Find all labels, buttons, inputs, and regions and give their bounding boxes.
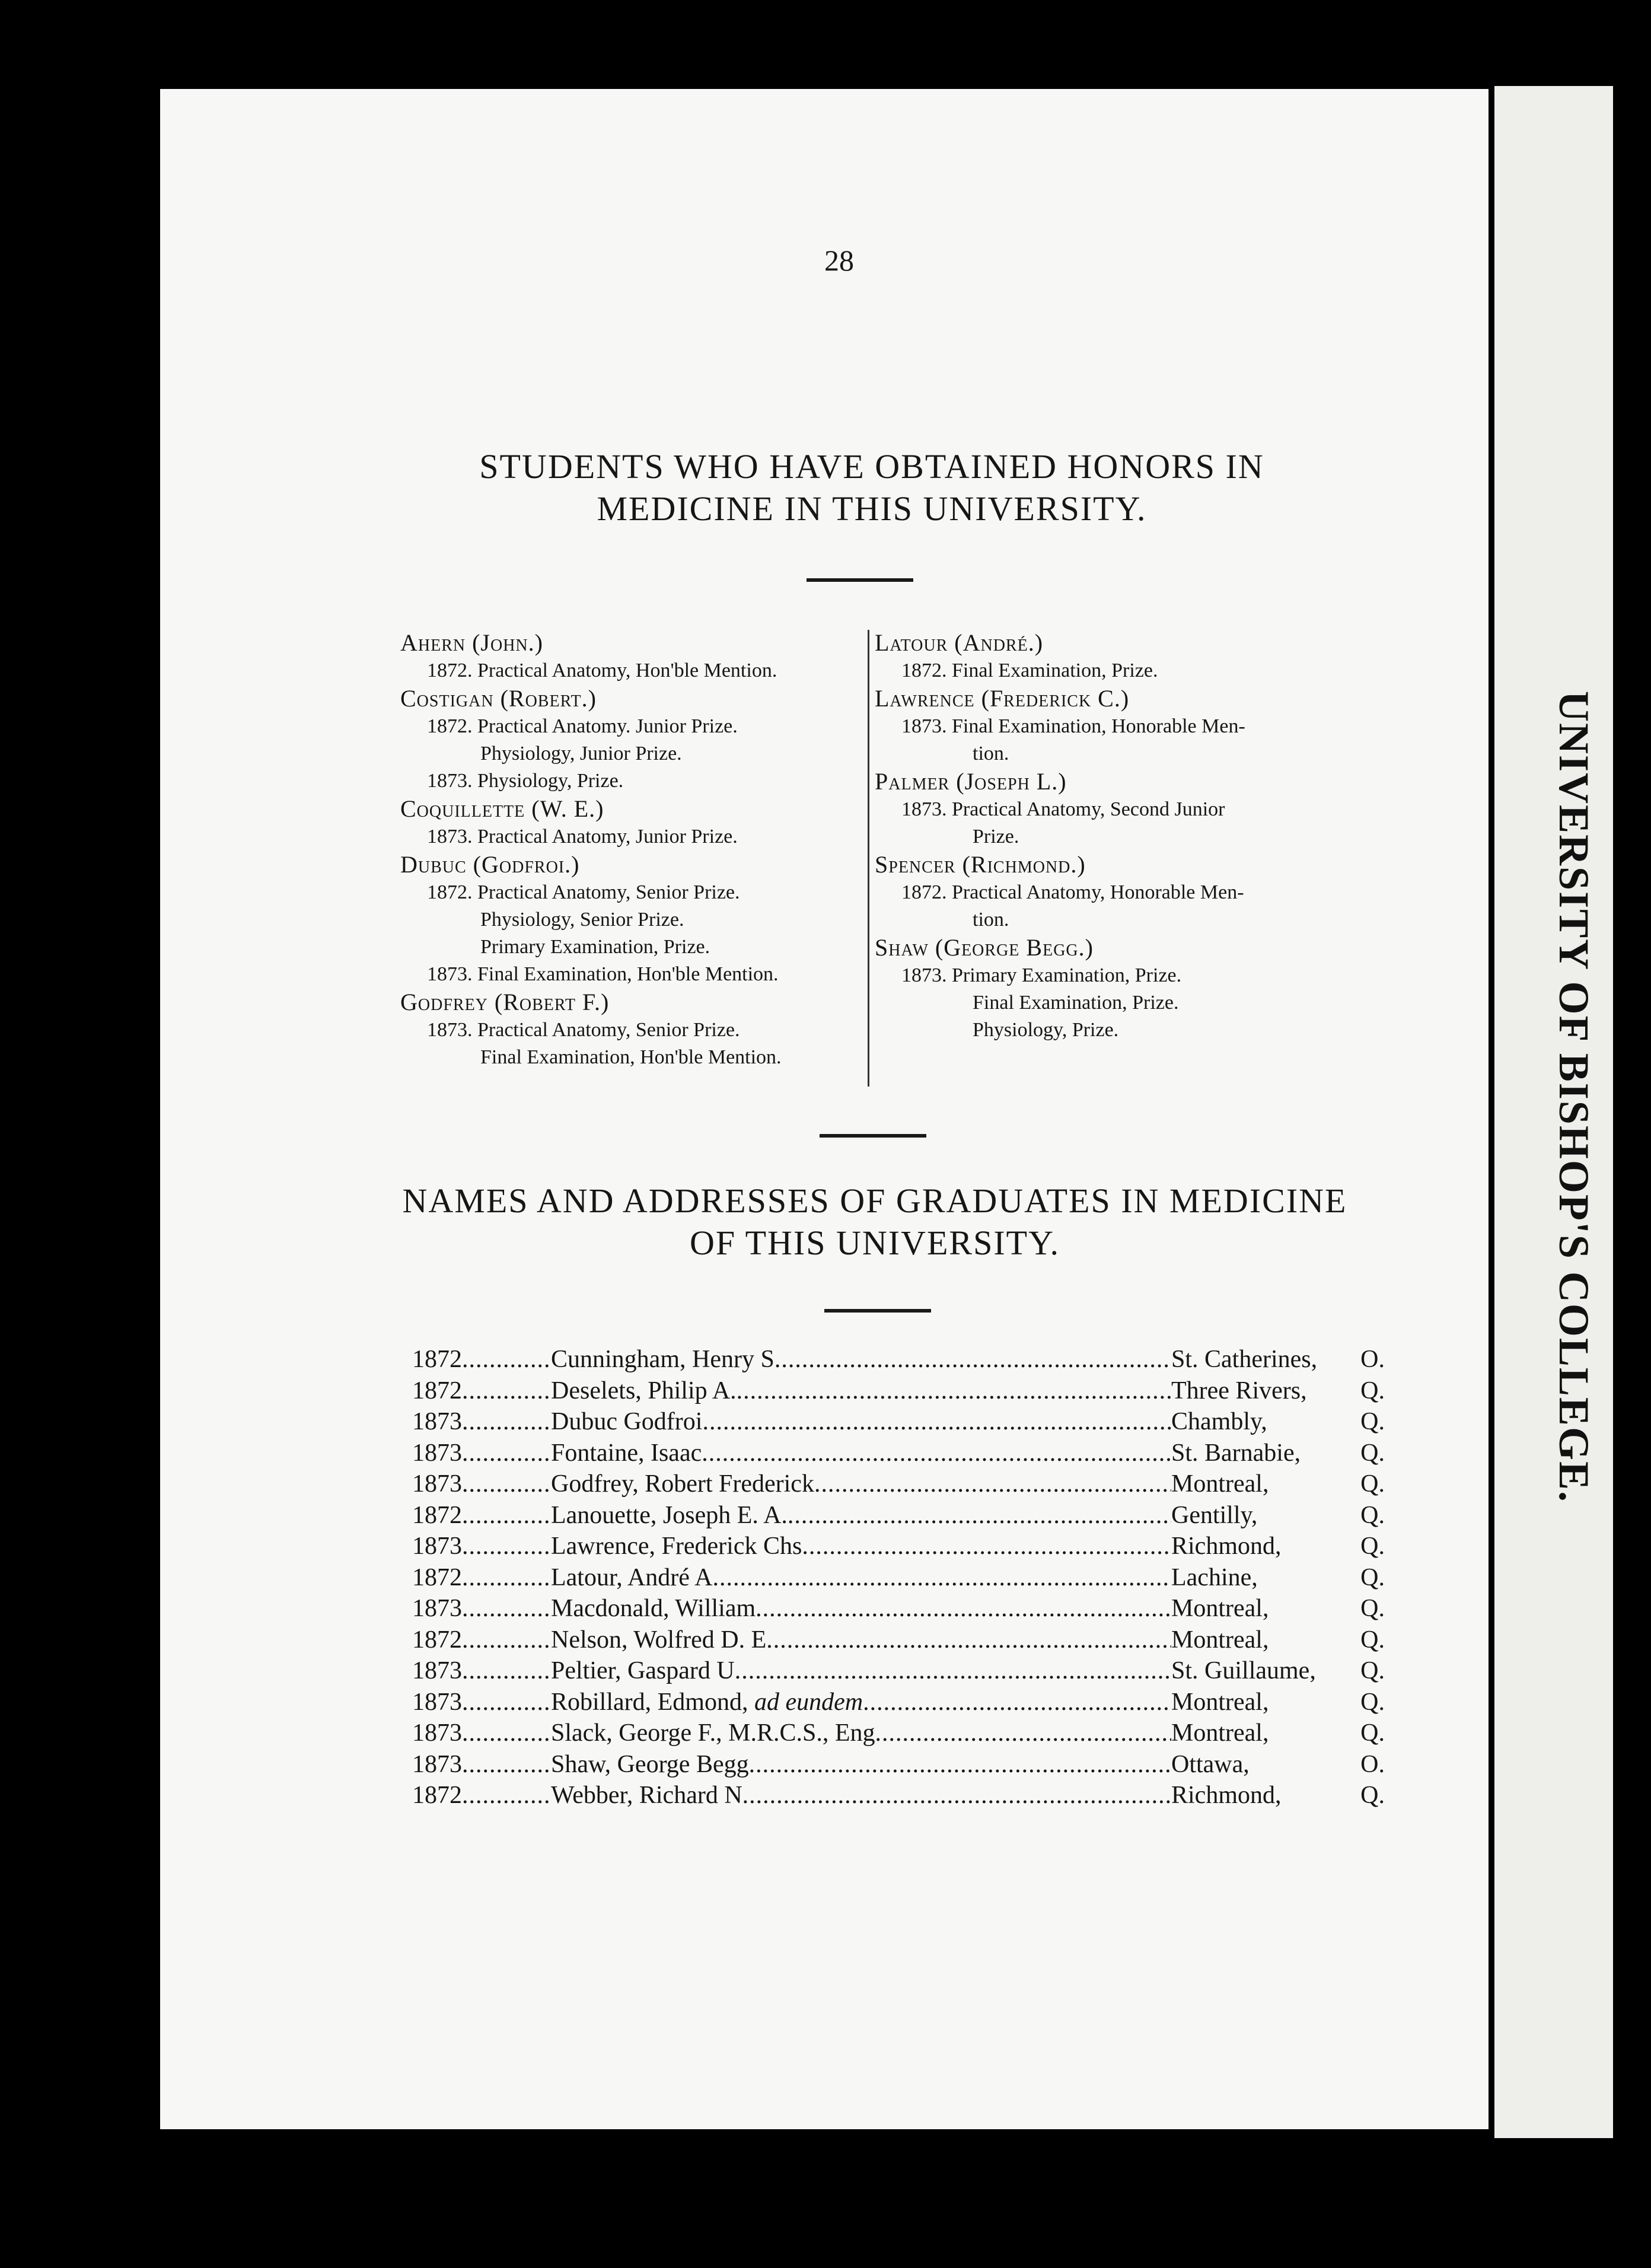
graduate-name-text: Macdonald, William	[551, 1595, 756, 1622]
graduate-place: Lachine,	[1171, 1563, 1258, 1591]
award-text: Final Examination, Hon'ble Mention.	[480, 1046, 782, 1068]
award-text: Final Examination, Hon'ble Mention.	[477, 963, 779, 985]
graduate-row	[412, 1594, 1385, 1626]
dot-leader	[462, 1657, 551, 1685]
award-year: 1872.	[427, 715, 473, 737]
graduate-name	[551, 1626, 766, 1654]
book-page	[160, 89, 1489, 2129]
dot-leader	[737, 1377, 1171, 1405]
graduate-name	[551, 1657, 735, 1685]
dot-leader	[462, 1532, 551, 1560]
dot-leader	[814, 1470, 1171, 1498]
graduate-row	[412, 1750, 1385, 1782]
graduate-name-text: Peltier, Gaspard U	[551, 1657, 735, 1684]
graduate-name	[551, 1470, 814, 1498]
dot-leader	[702, 1439, 1171, 1467]
graduate-row	[412, 1719, 1385, 1750]
honoree-name: Godfrey (Robert F.)	[400, 989, 610, 1015]
graduate-place: Richmond,	[1171, 1782, 1282, 1809]
graduate-province: Q.	[1360, 1501, 1385, 1529]
graduate-name	[551, 1532, 802, 1560]
dot-leader	[462, 1501, 551, 1530]
award-text: Physiology, Prize.	[477, 770, 624, 792]
graduate-place: St. Guillaume,	[1171, 1657, 1316, 1684]
dot-leader	[756, 1594, 1171, 1623]
graduate-name-text: Slack, George F., M.R.C.S., Eng	[551, 1719, 875, 1747]
award-year: 1872.	[427, 660, 473, 681]
honor-award	[875, 740, 1349, 767]
graduate-row	[412, 1563, 1385, 1595]
honor-award	[400, 1044, 869, 1071]
award-text: Practical Anatomy, Senior Prize.	[477, 1019, 740, 1041]
graduate-row	[412, 1439, 1385, 1470]
honor-award	[875, 713, 1349, 740]
graduate-year: 1873	[412, 1533, 462, 1560]
graduate-name	[551, 1345, 774, 1374]
graduates-list	[412, 1345, 1385, 1813]
dot-leader	[462, 1626, 551, 1654]
graduate-province: Q.	[1360, 1688, 1385, 1716]
graduate-name	[551, 1501, 788, 1530]
graduate-row	[412, 1501, 1385, 1533]
graduate-place: Montreal,	[1171, 1626, 1269, 1654]
dot-leader	[766, 1626, 1171, 1654]
graduate-year: 1872	[412, 1782, 462, 1809]
column-divider	[868, 630, 869, 1087]
award-text: tion.	[973, 743, 1009, 765]
graduate-province: O.	[1360, 1346, 1385, 1373]
award-year: 1873.	[901, 964, 947, 986]
honors-column-left	[400, 629, 869, 1071]
honors-heading-line: STUDENTS WHO HAVE OBTAINED HONORS IN	[479, 447, 1264, 486]
award-year: 1873.	[901, 715, 947, 737]
honor-award	[400, 934, 869, 961]
award-text: tion.	[973, 909, 1009, 931]
award-text: Primary Examination, Prize.	[952, 964, 1182, 986]
spine-title: UNIVERSITY OF BISHOP'S COLLEGE.	[1550, 691, 1598, 1503]
graduate-place: St. Barnabie,	[1171, 1439, 1301, 1467]
graduate-name-text: Nelson, Wolfred D. E	[551, 1626, 767, 1654]
dot-leader	[462, 1407, 551, 1436]
section-rule	[824, 1309, 931, 1313]
dot-leader	[462, 1719, 551, 1747]
award-text: Final Examination, Honorable Men-	[952, 715, 1245, 737]
graduate-row	[412, 1626, 1385, 1657]
award-text: Physiology, Junior Prize.	[480, 743, 682, 765]
honoree-name: Shaw (George Begg.)	[875, 934, 1094, 961]
award-text: Practical Anatomy, Honorable Men-	[952, 881, 1244, 903]
honor-award	[875, 879, 1349, 906]
dot-leader	[462, 1345, 551, 1374]
honor-award	[875, 796, 1349, 823]
graduate-year: 1873	[412, 1719, 462, 1747]
award-text: Practical Anatomy, Junior Prize.	[477, 826, 738, 848]
graduate-year: 1873	[412, 1408, 462, 1435]
graduate-place: Gentilly,	[1171, 1501, 1258, 1529]
honor-award	[400, 740, 869, 767]
graduate-name-text: Shaw, George Begg	[551, 1750, 749, 1778]
graduate-name-text: Deselets, Philip A.	[551, 1377, 737, 1404]
graduate-year: 1873	[412, 1470, 462, 1498]
honors-heading-line: MEDICINE IN THIS UNIVERSITY.	[597, 489, 1147, 528]
award-text: Final Examination, Prize.	[952, 660, 1158, 681]
graduate-year: 1873	[412, 1439, 462, 1467]
honor-award	[400, 767, 869, 795]
honor-award	[875, 657, 1349, 684]
section-rule	[807, 578, 913, 582]
graduate-province: Q.	[1360, 1439, 1385, 1467]
graduate-name-text: Robillard, Edmond,	[551, 1688, 748, 1716]
honor-award	[400, 713, 869, 740]
graduate-row	[412, 1781, 1385, 1813]
honor-award	[875, 962, 1349, 989]
graduate-name	[551, 1439, 702, 1467]
honor-award	[875, 906, 1349, 934]
honoree-name: Latour (André.)	[875, 629, 1044, 656]
graduate-name	[551, 1688, 863, 1716]
dot-leader	[702, 1407, 1171, 1436]
graduate-place: Ottawa,	[1171, 1750, 1250, 1778]
graduate-row	[412, 1657, 1385, 1688]
graduate-place: Chambly,	[1171, 1408, 1267, 1435]
honor-award	[400, 906, 869, 934]
graduate-name	[551, 1377, 737, 1405]
graduate-province: Q.	[1360, 1470, 1385, 1498]
dot-leader	[462, 1563, 551, 1592]
honor-award	[875, 1017, 1349, 1044]
graduate-row	[412, 1345, 1385, 1377]
graduate-province: Q.	[1360, 1408, 1385, 1435]
graduate-name-text: Lanouette, Joseph E. A.	[551, 1501, 788, 1529]
graduate-name-text: Lawrence, Frederick Chs	[551, 1533, 802, 1560]
award-text: Practical Anatomy, Hon'ble Mention.	[477, 660, 777, 681]
honor-award	[875, 823, 1349, 850]
award-year: 1873.	[427, 963, 473, 985]
honoree-name: Costigan (Robert.)	[400, 685, 597, 712]
award-text: Physiology, Prize.	[973, 1019, 1119, 1041]
award-text: Physiology, Senior Prize.	[480, 909, 684, 931]
honors-heading	[415, 446, 1328, 530]
dot-leader	[774, 1345, 1171, 1374]
award-text: Practical Anatomy. Junior Prize.	[477, 715, 738, 737]
dot-leader	[462, 1439, 551, 1467]
page-number: 28	[824, 244, 854, 277]
graduate-place: Montreal,	[1171, 1688, 1269, 1716]
graduate-province: Q.	[1360, 1533, 1385, 1560]
honoree-name: Palmer (Joseph L.)	[875, 768, 1067, 795]
award-year: 1873.	[427, 770, 473, 792]
graduate-year: 1873	[412, 1657, 462, 1684]
graduate-name	[551, 1781, 742, 1810]
dot-leader	[875, 1719, 1171, 1747]
graduate-year: 1872	[412, 1501, 462, 1529]
graduate-year: 1872	[412, 1563, 462, 1591]
award-year: 1873.	[427, 826, 473, 848]
graduate-name	[551, 1594, 756, 1623]
dot-leader	[462, 1594, 551, 1623]
graduate-name	[551, 1563, 712, 1592]
award-year: 1873.	[901, 798, 947, 820]
award-text: Final Examination, Prize.	[973, 992, 1179, 1014]
dot-leader	[462, 1377, 551, 1405]
graduate-place: Montreal,	[1171, 1595, 1269, 1622]
graduate-row	[412, 1532, 1385, 1563]
honoree-name: Dubuc (Godfroi.)	[400, 851, 580, 878]
graduate-name-note: ad eundem	[754, 1688, 863, 1716]
section-rule	[820, 1134, 926, 1138]
graduate-place: Montreal,	[1171, 1470, 1269, 1498]
graduate-row	[412, 1377, 1385, 1408]
award-text: Prize.	[973, 826, 1019, 848]
graduate-province: Q.	[1360, 1657, 1385, 1684]
graduate-name	[551, 1750, 749, 1779]
graduate-row	[412, 1407, 1385, 1439]
honoree-name: Spencer (Richmond.)	[875, 851, 1086, 878]
graduate-name-text: Webber, Richard N	[551, 1782, 742, 1809]
dot-leader	[735, 1657, 1171, 1685]
graduate-province: Q.	[1360, 1595, 1385, 1622]
graduate-row	[412, 1470, 1385, 1501]
graduate-year: 1872	[412, 1626, 462, 1654]
honor-award	[875, 989, 1349, 1017]
graduate-year: 1872	[412, 1377, 462, 1404]
honoree-name: Ahern (John.)	[400, 629, 543, 656]
graduate-province: Q.	[1360, 1719, 1385, 1747]
graduate-year: 1873	[412, 1595, 462, 1622]
graduate-name	[551, 1719, 875, 1747]
graduate-province: O.	[1360, 1750, 1385, 1778]
dot-leader	[462, 1470, 551, 1498]
graduate-province: Q.	[1360, 1626, 1385, 1654]
graduate-name-text: Fontaine, Isaac	[551, 1439, 702, 1467]
dot-leader	[742, 1781, 1171, 1810]
dot-leader	[802, 1532, 1171, 1560]
dot-leader	[462, 1781, 551, 1810]
graduates-heading-line: OF THIS UNIVERSITY.	[690, 1223, 1060, 1262]
honors-column-right	[875, 629, 1349, 1044]
award-year: 1872.	[901, 881, 947, 903]
honor-award	[400, 961, 869, 988]
honoree-name: Coquillette (W. E.)	[400, 795, 604, 822]
graduate-name-text: Godfrey, Robert Frederick	[551, 1470, 814, 1498]
dot-leader	[863, 1688, 1171, 1716]
graduate-place: Montreal,	[1171, 1719, 1269, 1747]
honor-award	[400, 657, 869, 684]
award-year: 1873.	[427, 1019, 473, 1041]
honoree-name: Lawrence (Frederick C.)	[875, 685, 1130, 712]
graduate-row	[412, 1688, 1385, 1719]
graduate-year: 1873	[412, 1688, 462, 1716]
graduate-year: 1872	[412, 1346, 462, 1373]
graduate-province: Q.	[1360, 1782, 1385, 1809]
graduate-name-text: Dubuc Godfroi	[551, 1408, 703, 1435]
dot-leader	[462, 1750, 551, 1779]
graduate-name-text: Cunningham, Henry S	[551, 1346, 774, 1373]
graduate-place: Richmond,	[1171, 1533, 1282, 1560]
award-text: Practical Anatomy, Second Junior	[952, 798, 1225, 820]
graduate-name	[551, 1407, 702, 1436]
graduate-province: Q.	[1360, 1563, 1385, 1591]
honor-award	[400, 823, 869, 850]
award-year: 1872.	[427, 881, 473, 903]
graduates-heading	[391, 1180, 1358, 1264]
graduate-province: Q.	[1360, 1377, 1385, 1404]
dot-leader	[749, 1750, 1171, 1779]
award-text: Practical Anatomy, Senior Prize.	[477, 881, 740, 903]
honor-award	[400, 879, 869, 906]
dot-leader	[462, 1688, 551, 1716]
graduate-place: St. Catherines,	[1171, 1346, 1318, 1373]
dot-leader	[712, 1563, 1171, 1592]
graduate-name-text: Latour, André A	[551, 1563, 713, 1591]
graduate-place: Three Rivers,	[1171, 1377, 1307, 1404]
graduates-heading-line: NAMES AND ADDRESSES OF GRADUATES IN MEDICINE	[402, 1181, 1347, 1220]
dot-leader	[788, 1501, 1171, 1530]
graduate-year: 1873	[412, 1750, 462, 1778]
award-year: 1872.	[901, 660, 947, 681]
honor-award	[400, 1017, 869, 1044]
award-text: Primary Examination, Prize.	[480, 936, 710, 958]
